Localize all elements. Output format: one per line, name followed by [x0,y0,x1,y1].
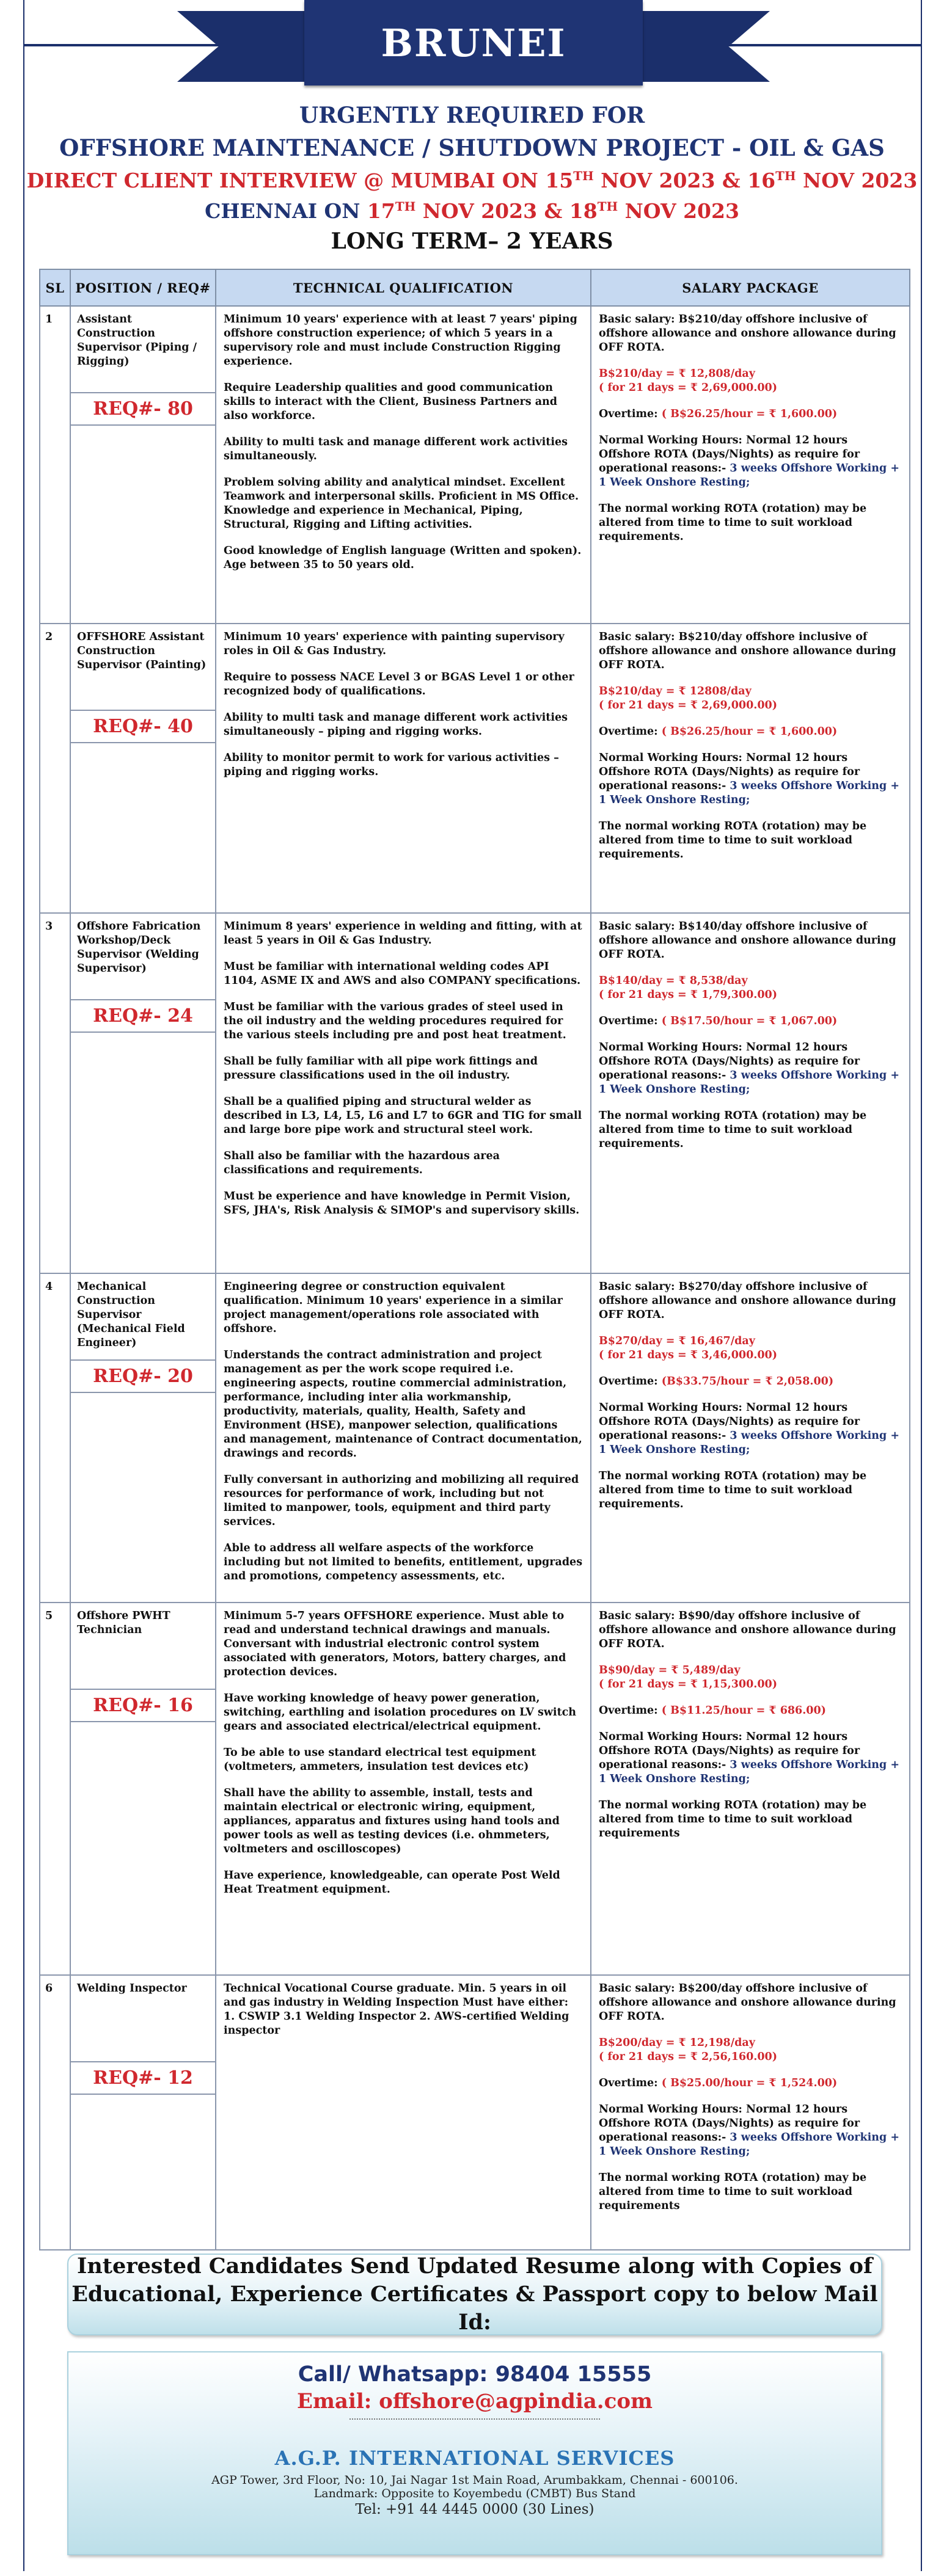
qualification-paragraph: Ability to multi task and manage different work activities simultaneously – piping and rigging works. [224,711,568,738]
contract-term: LONG TERM– 2 YEARS [331,228,613,254]
rate-21-days: ( for 21 days = ₹ 3,46,000.00) [599,1349,778,1361]
salary-rates [599,974,902,1002]
salary-cell [591,624,910,913]
company-address: AGP Tower, 3rd Floor, No: 10, Jai Nagar 1st Main Road, Arumbakkam, Chennai - 600106. [211,2473,738,2487]
qualification-paragraph: Must be familiar with international welding codes API 1104, ASME IX and AWS and also COMPANY specifications. [224,961,581,987]
qualification-paragraph: Minimum 8 years' experience in welding and fitting, with at least 5 years in Oil & Gas Industry. [224,920,582,947]
requirement-count: REQ#- 80 [71,392,215,426]
overtime [599,407,902,421]
qualification-paragraph: Problem solving ability and analytical mindset. Excellent Teamwork and interpersonal skills. Proficient in MS Office. Knowledge and experience in Mechanical, Piping, Structural, Rigging and Lifting activities. [224,476,579,531]
working-hours [599,1730,902,1786]
overtime-rate: (B$33.75/hour = ₹ 2,058.00) [661,1375,834,1388]
table-row [40,624,910,913]
basic-salary: Basic salary: B$200/day offshore inclusive of offshore allowance and onshore allowance during OFF ROTA. [599,1982,896,2023]
salary-rates [599,1664,902,1692]
qualification-paragraph: Have working knowledge of heavy power generation, switching, earthling and isolation procedures on LV switch gears and associated electrical/electrical equipment. [224,1692,577,1733]
salary-cell [591,1975,910,2250]
qualification-paragraph: Require Leadership qualities and good communication skills to interact with the Client, Business Partners and also workforce. [224,382,558,422]
qualification-paragraph: Have experience, knowledgeable, can operate Post Weld Heat Treatment equipment. [224,1869,560,1896]
rota-schedule: 3 weeks Offshore Working + 1 Week Onshore Resting; [599,780,900,806]
rota-schedule: 3 weeks Offshore Working + 1 Week Onshore Resting; [599,462,900,489]
requirement-count: REQ#- 16 [71,1689,215,1722]
qualification-cell [216,624,591,913]
overtime [599,1704,902,1718]
position-title: Mechanical Construction Supervisor (Mechanical Field Engineer) [77,1281,185,1349]
qualification-cell [216,1603,591,1975]
serial-number: 5 [40,1603,70,1975]
col-header-salary: SALARY PACKAGE [591,269,910,306]
qualification-paragraph: Must be familiar with the various grades of steel used in the oil industry and the welding procedures required for the various steels including pre and post heat treatment. [224,1001,566,1041]
overtime-rate: ( B$17.50/hour = ₹ 1,067.00) [661,1015,838,1027]
rate-21-days: ( for 21 days = ₹ 1,79,300.00) [599,989,778,1001]
position-title: Offshore PWHT Technician [77,1610,170,1636]
working-hours-text: Normal Working Hours: Normal 12 hours Offshore ROTA (Days/Nights) as require for operational reasons:- [599,2103,860,2144]
salary-cell [591,1273,910,1603]
rate-21-days: ( for 21 days = ₹ 2,56,160.00) [599,2051,778,2063]
working-hours-text: Normal Working Hours: Normal 12 hours Offshore ROTA (Days/Nights) as require for operational reasons:- [599,1041,860,1082]
qualification-cell [216,1975,591,2250]
title-banner [0,0,944,98]
headline-urgent: URGENTLY REQUIRED FOR [299,103,645,128]
working-hours-text: Normal Working Hours: Normal 12 hours Offshore ROTA (Days/Nights) as require for operational reasons:- [599,752,860,792]
qualification-paragraph: Require to possess NACE Level 3 or BGAS Level 1 or other recognized body of qualifications. [224,671,574,697]
headline-project: OFFSHORE MAINTENANCE / SHUTDOWN PROJECT - OIL & GAS [59,134,885,161]
serial-number: 4 [40,1273,70,1603]
qualification-paragraph: Must be experience and have knowledge in Permit Vision, SFS, JHA's, Risk Analysis & SIMOP's and supervisory skills. [224,1190,580,1217]
daily-rate: B$200/day = ₹ 12,198/day [599,2037,755,2049]
working-hours [599,1401,902,1457]
basic-salary: Basic salary: B$270/day offshore inclusive of offshore allowance and onshore allowance during OFF ROTA. [599,1281,896,1321]
basic-salary: Basic salary: B$90/day offshore inclusive of offshore allowance and onshore allowance during OFF ROTA. [599,1610,896,1650]
qualification-paragraph: Able to address all welfare aspects of the workforce including but not limited to benefits, entitlement, upgrades and promotions, competency assessments, etc. [224,1542,583,1582]
overtime-label: Overtime: [599,1705,662,1717]
qualification-paragraph: Ability to monitor permit to work for various activities – piping and rigging works. [224,752,559,778]
qualification-paragraph: Shall be a qualified piping and structural welder as described in L3, L4, L5, L6 and L7 to 6GR and TIG for small and large bore pipe work and structural steel work. [224,1096,582,1136]
daily-rate: B$210/day = ₹ 12808/day [599,685,752,697]
qualification-paragraph: Minimum 10 years' experience with at least 7 years' piping offshore construction experience; of which 5 years in a supervisory role and must include Construction Rigging experience. [224,313,577,368]
working-hours-text: Normal Working Hours: Normal 12 hours Offshore ROTA (Days/Nights) as require for operational reasons:- [599,1402,860,1442]
working-hours [599,1041,902,1097]
interview-mumbai: DIRECT CLIENT INTERVIEW @ MUMBAI ON 15TH NOV 2023 & 16TH NOV 2023 [26,169,918,192]
daily-rate: B$90/day = ₹ 5,489/day [599,1664,741,1676]
company-landmark: Landmark: Opposite to Koyembedu (CMBT) Bus Stand [313,2487,636,2500]
salary-cell [591,306,910,624]
daily-rate: B$140/day = ₹ 8,538/day [599,975,748,987]
position-cell [70,913,216,1273]
position-title: Assistant Construction Supervisor (Piping / Rigging) [77,313,197,368]
daily-rate: B$210/day = ₹ 12,808/day [599,368,755,380]
working-hours [599,434,902,490]
serial-number: 3 [40,913,70,1273]
requirement-count: REQ#- 12 [71,2061,215,2095]
serial-number: 1 [40,306,70,624]
banner-ribbon [304,0,643,86]
serial-number: 2 [40,624,70,913]
apply-line-1: Interested Candidates Send Updated Resume along with Copies of [76,2254,873,2279]
salary-rates [599,685,902,713]
working-hours-text: Normal Working Hours: Normal 12 hours Offshore ROTA (Days/Nights) as require for operational reasons:- [599,434,860,475]
rota-note: The normal working ROTA (rotation) may be altered from time to time to suit workload requirements. [599,820,867,860]
country-title: BRUNEI [381,20,566,65]
overtime-rate: ( B$11.25/hour = ₹ 686.00) [661,1705,826,1717]
table-row [40,1273,910,1603]
qualification-paragraph: Minimum 10 years' experience with painting supervisory roles in Oil & Gas Industry. [224,631,565,657]
basic-salary: Basic salary: B$210/day offshore inclusive of offshore allowance and onshore allowance during OFF ROTA. [599,631,896,671]
table-row [40,1603,910,1975]
qualification-paragraph: Shall also be familiar with the hazardous area classifications and requirements. [224,1150,500,1176]
working-hours [599,2103,902,2159]
basic-salary: Basic salary: B$140/day offshore inclusive of offshore allowance and onshore allowance during OFF ROTA. [599,920,896,961]
position-cell [70,624,216,913]
rota-note: The normal working ROTA (rotation) may be altered from time to time to suit workload requirements. [599,503,867,543]
rota-note: The normal working ROTA (rotation) may be altered from time to time to suit workload requirements. [599,1110,867,1150]
position-cell [70,306,216,624]
col-header-qualification: TECHNICAL QUALIFICATION [216,269,591,306]
overtime [599,725,902,739]
serial-number: 6 [40,1975,70,2250]
position-title: Welding Inspector [77,1982,187,1995]
company-telephone: Tel: +91 44 4445 0000 (30 Lines) [355,2501,595,2517]
working-hours-text: Normal Working Hours: Normal 12 hours Offshore ROTA (Days/Nights) as require for operational reasons:- [599,1731,860,1771]
position-title: Offshore Fabrication Workshop/Deck Supervisor (Welding Supervisor) [77,920,201,975]
qualification-cell [216,306,591,624]
qualification-cell [216,913,591,1273]
rota-schedule: 3 weeks Offshore Working + 1 Week Onshore Resting; [599,1759,900,1785]
rota-note: The normal working ROTA (rotation) may be altered from time to time to suit workload requirements. [599,1470,867,1510]
basic-salary: Basic salary: B$210/day offshore inclusive of offshore allowance and onshore allowance during OFF ROTA. [599,313,896,354]
overtime [599,2076,902,2090]
qualification-paragraph: Engineering degree or construction equivalent qualification. Minimum 10 years' experience in a similar project management/operations role associated with offshore. [224,1281,563,1335]
rota-note: The normal working ROTA (rotation) may be altered from time to time to suit workload requirements [599,1799,867,1839]
position-title: OFFSHORE Assistant Construction Supervisor (Painting) [77,631,207,671]
interview-chennai: CHENNAI ON 17TH NOV 2023 & 18TH NOV 2023 [205,199,739,223]
table-header-row [40,269,910,306]
overtime-label: Overtime: [599,726,662,738]
requirement-count: REQ#- 24 [71,999,215,1033]
rate-21-days: ( for 21 days = ₹ 2,69,000.00) [599,699,778,711]
jobs-table [39,269,910,2250]
rate-21-days: ( for 21 days = ₹ 2,69,000.00) [599,382,778,394]
overtime-rate: ( B$26.25/hour = ₹ 1,600.00) [661,726,838,738]
table-row [40,306,910,624]
qualification-paragraph: Shall be fully familiar with all pipe work fittings and pressure classifications used in the oil industry. [224,1055,538,1082]
salary-rates [599,367,902,395]
table-row [40,1975,910,2250]
apply-instructions [67,2254,882,2335]
daily-rate: B$270/day = ₹ 16,467/day [599,1335,755,1347]
working-hours [599,751,902,807]
qualification-paragraph: Ability to multi task and manage different work activities simultaneously. [224,436,568,462]
email-link[interactable]: Email: offshore@agpindia.com [297,2389,653,2414]
table-row [40,913,910,1273]
company-name: A.G.P. INTERNATIONAL SERVICES [274,2447,675,2470]
overtime-rate: ( B$25.00/hour = ₹ 1,524.00) [661,2077,838,2089]
position-cell [70,1603,216,1975]
salary-rates [599,1334,902,1363]
divider [349,2418,600,2420]
overtime [599,1014,902,1028]
salary-cell [591,913,910,1273]
position-cell [70,1273,216,1603]
qualification-paragraph: Good knowledge of English language (Written and spoken). Age between 35 to 50 years old. [224,545,582,571]
overtime-rate: ( B$26.25/hour = ₹ 1,600.00) [661,408,838,420]
overtime-label: Overtime: [599,1015,662,1027]
contact-box [67,2351,882,2555]
qualification-paragraph: Shall have the ability to assemble, install, tests and maintain electrical or electronic wiring, equipment, appliances, apparatus and fixtures using hand tools and power tools as well as testing devices (i.e. ohmmeters, voltmeters and oscilloscopes) [224,1787,560,1855]
position-cell [70,1975,216,2250]
requirement-count: REQ#- 20 [71,1359,215,1393]
qualification-paragraph: To be able to use standard electrical test equipment (voltmeters, ammeters, insulation test devices etc) [224,1747,536,1773]
rota-schedule: 3 weeks Offshore Working + 1 Week Onshore Resting; [599,2131,900,2158]
qualification-paragraph: Minimum 5-7 years OFFSHORE experience. Must able to read and understand technical drawings and manuals. Conversant with industrial electronic control system associated with generators, Motors, battery charges, and protection devices. [224,1610,566,1678]
salary-rates [599,2036,902,2064]
overtime-label: Overtime: [599,2077,662,2089]
overtime-label: Overtime: [599,408,662,420]
phone-whatsapp[interactable]: Call/ Whatsapp: 98404 15555 [298,2362,652,2387]
requirement-count: REQ#- 40 [71,710,215,743]
col-header-sl: SL [40,269,70,306]
qualification-paragraph: Fully conversant in authorizing and mobilizing all required resources for performance of work, including but not limited to manpower, tools, equipment and third party services. [224,1474,579,1528]
rate-21-days: ( for 21 days = ₹ 1,15,300.00) [599,1678,778,1690]
col-header-position: POSITION / REQ# [70,269,216,306]
overtime [599,1375,902,1389]
apply-line-2: Educational, Experience Certificates & Passport copy to below Mail Id: [71,2282,878,2335]
rota-schedule: 3 weeks Offshore Working + 1 Week Onshore Resting; [599,1069,900,1096]
overtime-label: Overtime: [599,1375,662,1388]
qualification-paragraph: Understands the contract administration and project management as per the work scope required i.e. engineering aspects, routine commercial administration, performance, including inter alia workmanship, productivity, materials, quality, Health, Safety and Environment (HSE), manpower selection, qualifications and management, maintenance of Contract documentation, drawings and records. [224,1349,582,1460]
rota-schedule: 3 weeks Offshore Working + 1 Week Onshore Resting; [599,1430,900,1456]
rota-note: The normal working ROTA (rotation) may be altered from time to time to suit workload requirements [599,2172,867,2212]
qualification-paragraph: Technical Vocational Course graduate. Min. 5 years in oil and gas industry in Welding Inspection Must have either: 1. CSWIP 3.1 Welding Inspector 2. AWS-certified Welding inspector [224,1982,569,2037]
salary-cell [591,1603,910,1975]
qualification-cell [216,1273,591,1603]
